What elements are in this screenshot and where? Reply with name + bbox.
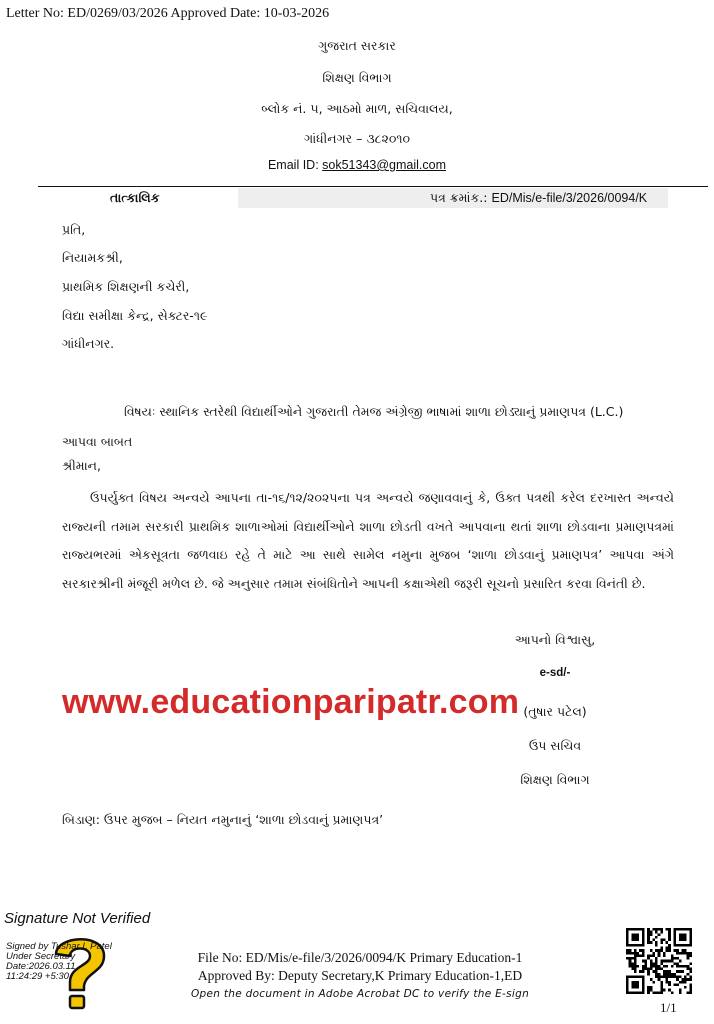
reference-value: ED/Mis/e-file/3/2026/0094/K xyxy=(491,191,648,205)
header-city: ગાંધીનગર – ૩૮૨૦૧૦ xyxy=(303,131,411,146)
salutation: શ્રીમાન, xyxy=(62,458,101,473)
email-label: Email ID: xyxy=(267,158,323,172)
website-watermark: www.educationparipatr.com xyxy=(62,683,520,721)
esign-status: Signature Not Verified xyxy=(4,910,151,927)
esign-role: Under Secretary xyxy=(6,951,76,962)
header-divider xyxy=(38,186,708,187)
esign-details xyxy=(6,942,112,982)
enclosure-note: બિડાણ: ઉપર મુજબ – નિયત નમુનાનું ‘શાળા છોડવાનું પ્રમાણપત્ર’ xyxy=(62,812,384,827)
qr-code xyxy=(626,928,692,994)
header-department: શિક્ષણ વિભાગ xyxy=(322,70,392,85)
recipient-line-3: પ્રાથમિક શિક્ષણની કચેરી, xyxy=(62,279,190,294)
subject-line-1: વિષયઃ સ્થાનિક સ્તરેથી વિદ્યાર્થીઓને ગુજરાતી તેમજ અંગ્રેજી ભાષામાં શાળા છોડ્યાનું પ્રમાણપત્ર (L.C.) xyxy=(124,404,624,419)
header-address: બ્લોક નં. ૫, આઠમો માળ, સચિવાલય, xyxy=(261,101,453,116)
footer-file-number: File No: ED/Mis/e-file/3/2026/0094/K Primary Education-1 xyxy=(197,950,523,965)
footer-verify-note: Open the document in Adobe Acrobat DC to verify the E-sign xyxy=(190,988,530,1000)
recipient-line-1: પ્રતિ, xyxy=(62,222,86,237)
urgent-label: તાત્કાલિક xyxy=(110,190,160,205)
letter-body-text: ઉપર્યુક્ત વિષય અન્વયે આપના તા-૧૬/૧૨/૨૦૨૫ના પત્ર અન્વયે જણાવવાનું કે, ઉક્ત પત્રથી કરેલ દરખાસ્ત અન્વયે રાજ્યની તમામ સરકારી પ્રાથમિક શાળાઓમાં વિદ્યાર્થીઓને શાળા છોડતી વખતે આપવાના થતાં શાળા છોડવાના પ્રમાણપત્રમાં રાજ્યભરમાં એકસૂત્રતા જળવાઇ રહે તે માટે આ સાથે સામેલ નમુના મુજબ ‘શાળા છોડવાનું પ્રમાણપત્ર’ આપવા અંગે સરકારશ્રીની મંજૂરી મળેલ છે. જે અનુસાર તમામ સંબંધિતોને આપની કક્ષાએથી જરૂરી સૂચનો પ્રસારિત કરવા વિનંતી છે. xyxy=(62,490,674,591)
signature-department: શિક્ષણ વિભાગ xyxy=(520,772,590,787)
reference-number xyxy=(430,190,647,206)
recipient-line-2: નિયામકશ્રી, xyxy=(62,250,123,265)
subject-line-2: આપવા બાબત xyxy=(62,434,133,449)
page-number: 1/1 xyxy=(660,1000,677,1015)
email-link[interactable]: sok51343@gmail.com xyxy=(322,158,447,172)
subject xyxy=(62,397,672,457)
esign-signed-by: Signed by Tushar L Patel xyxy=(6,941,112,952)
esign-time: 11:24:29 +5:30 xyxy=(6,971,69,982)
letter-body xyxy=(62,484,674,598)
recipient-line-4: વિદ્યા સમીક્ષા કેન્દ્ર, સેક્ટર-૧૯ xyxy=(62,308,208,323)
letter-number-line: Letter No: ED/0269/03/2026 Approved Date: 10-03-2026 xyxy=(6,6,330,21)
signature-closing: આપનો વિશ્વાસુ, xyxy=(514,632,596,647)
signature-designation: ઉપ સચિવ xyxy=(528,738,582,753)
header-email xyxy=(0,158,714,172)
header-government: ગુજરાત સરકાર xyxy=(318,38,396,53)
recipient-line-5: ગાંધીનગર. xyxy=(62,336,115,351)
footer-approved-by: Approved By: Deputy Secretary,K Primary Education-1,ED xyxy=(197,968,523,983)
signature-name: (તુષાર પટેલ) xyxy=(523,704,587,719)
esign-date: Date:2026.03.11 xyxy=(6,961,76,972)
reference-label: પત્ર ક્રમાંક.: xyxy=(430,190,492,205)
signature-esd: e-sd/- xyxy=(539,667,571,679)
